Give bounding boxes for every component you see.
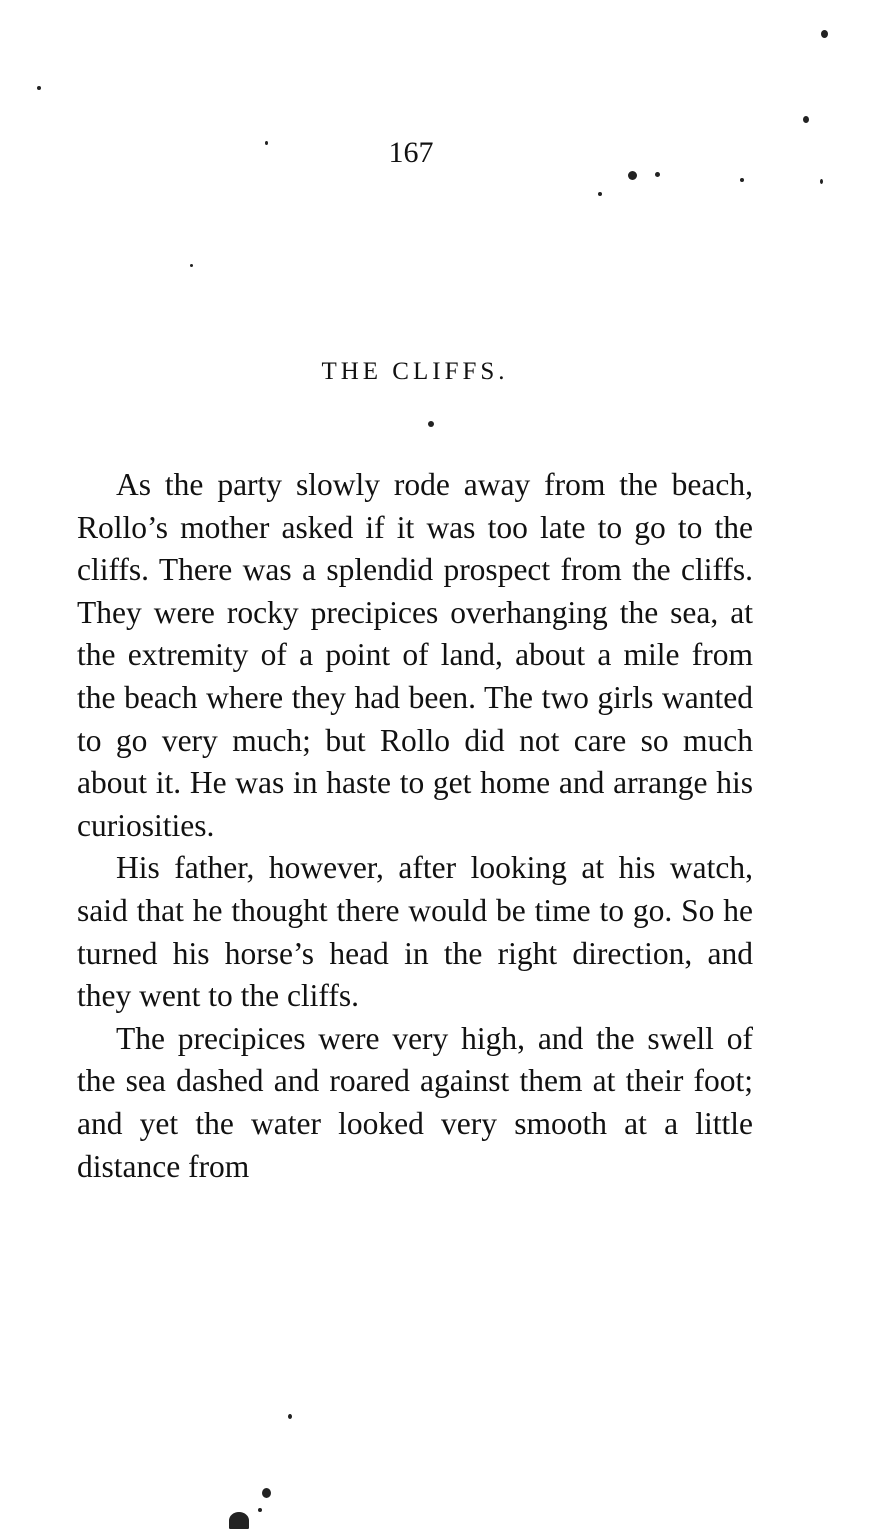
chapter-title: THE CLIFFS.	[321, 358, 509, 385]
paragraph: The precipices were very high, and the swell of the sea dashed and roared against them at their foot; and yet the water looked very smooth at a little distance from	[77, 1020, 753, 1184]
scan-speck	[803, 116, 809, 123]
paragraph: As the party slowly rode away from the beach, Rollo’s mother asked if it was too late to go to the cliffs. There was a splendid prospect from the cliffs. They were rocky precipices overhanging the sea, at the extremity of a point of land, about a mile from the beach where they had been. The two girls wanted to go very much; but Rollo did not care so much about it. He was in haste to get home and arrange his curiosities.	[77, 467, 753, 843]
body-text	[77, 464, 753, 1188]
scan-speck	[655, 172, 660, 177]
scan-speck	[37, 86, 41, 90]
page-number: 167	[388, 136, 434, 169]
scan-speck	[190, 264, 193, 267]
scan-speck	[628, 171, 637, 180]
scan-speck	[262, 1488, 271, 1498]
scan-speck	[265, 141, 268, 145]
scan-speck	[820, 179, 823, 184]
paragraph: His father, however, after looking at his watch, said that he thought there would be time to go. So he turned his horse’s head in the right direction, and they went to the cliffs.	[77, 850, 753, 1014]
scan-speck	[229, 1512, 249, 1529]
scan-speck	[288, 1414, 292, 1419]
scan-speck	[740, 178, 744, 182]
scan-speck	[821, 30, 828, 38]
scan-speck	[258, 1508, 262, 1512]
scan-speck	[428, 421, 434, 427]
scan-speck	[598, 192, 602, 196]
